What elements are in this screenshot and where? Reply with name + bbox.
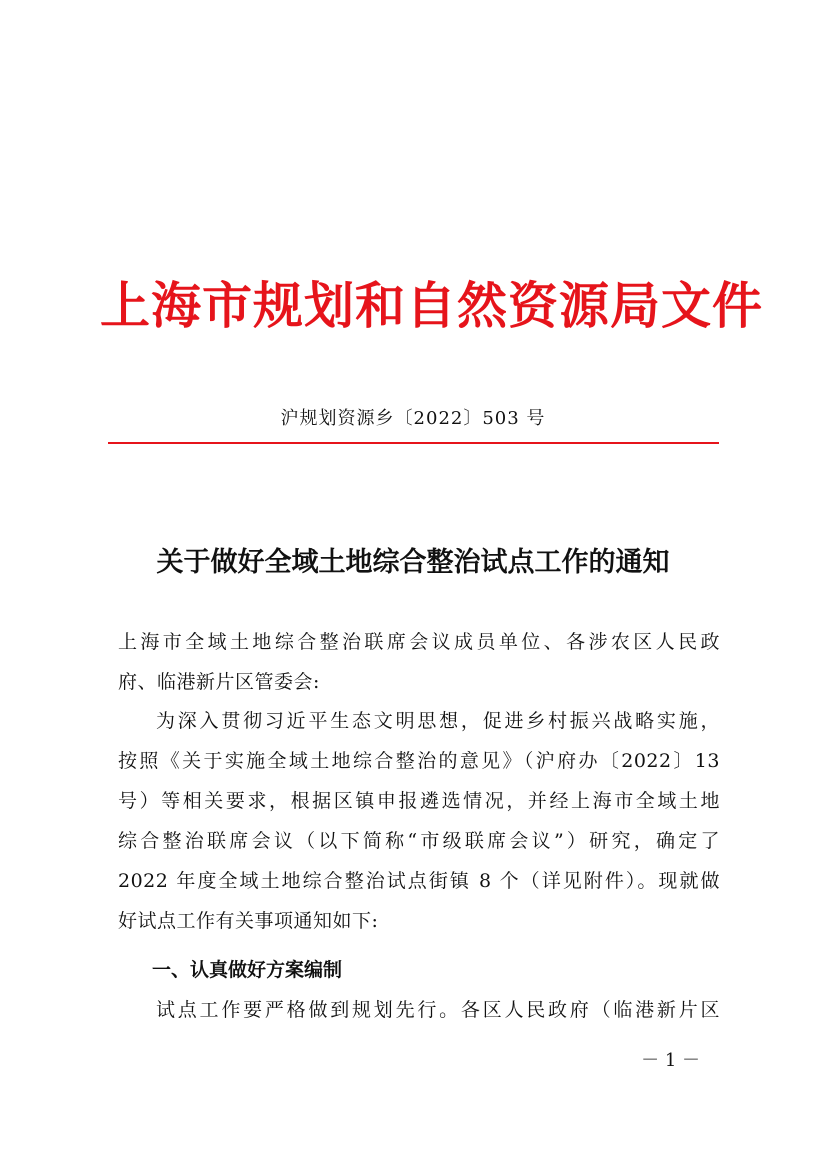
document-number: 沪规划资源乡〔2022〕503 号: [280, 408, 546, 429]
paragraph-line: 试点工作要严格做到规划先行。各区人民政府（临港新片区: [156, 999, 720, 1021]
red-divider-line: [108, 442, 719, 444]
paragraph-line: 为深入贯彻习近平生态文明思想，促进乡村振兴战略实施，: [156, 710, 720, 732]
section-heading: 一、认真做好方案编制: [152, 959, 343, 981]
paragraph-line: 好试点工作有关事项通知如下:: [118, 910, 379, 932]
addressee-line-2: 府、临港新片区管委会:: [118, 671, 320, 693]
page-number: － 1 －: [641, 1050, 700, 1071]
addressee-line-1: 上海市全域土地综合整治联席会议成员单位、各涉农区人民政: [118, 631, 720, 653]
notice-title: 关于做好全域土地综合整治试点工作的通知: [156, 547, 670, 578]
paragraph-line: 号）等相关要求，根据区镇申报遴选情况，并经上海市全域土地: [118, 790, 720, 812]
paragraph-line: 按照《关于实施全域土地综合整治的意见》（沪府办〔2022〕13: [118, 750, 720, 772]
paragraph-line: 2022 年度全域土地综合整治试点街镇 8 个（详见附件）。现就做: [118, 870, 720, 892]
paragraph-line: 综合整治联席会议（以下简称“市级联席会议”）研究，确定了: [118, 830, 720, 852]
agency-title: 上海市规划和自然资源局文件: [100, 276, 763, 335]
